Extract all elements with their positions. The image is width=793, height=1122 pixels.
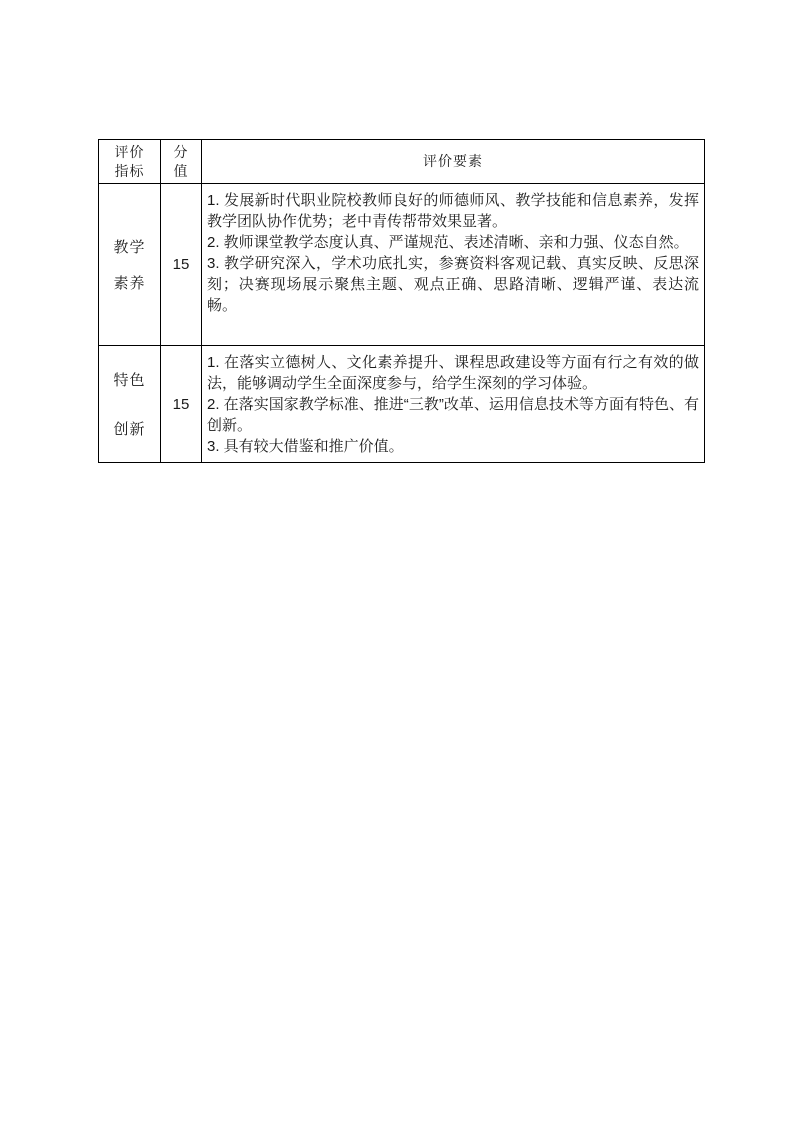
indicator-label: [99, 369, 160, 439]
header-score-line-2: 值: [173, 162, 189, 179]
score-value: 15: [161, 346, 202, 463]
indicator-line-2: 创新: [113, 421, 146, 438]
score-value: 15: [161, 184, 202, 346]
header-score: [161, 140, 202, 184]
indicator-label: [99, 236, 160, 293]
element-item: 1. 发展新时代职业院校教师良好的师德师风、教学技能和信息素养，发挥教学团队协作优势；老中青传帮带效果显著。: [207, 192, 699, 230]
element-item: 3. 具有较大借鉴和推广价值。: [207, 438, 404, 455]
indicator-cell: [99, 184, 161, 346]
header-evaluation-elements: 评价要素: [202, 140, 705, 184]
indicator-cell: [99, 346, 161, 463]
element-item: 2. 在落实国家教学标准、推进“三教”改革、运用信息技术等方面有特色、有创新。: [207, 396, 699, 434]
header-score-line-1: 分: [173, 143, 189, 160]
element-item: 1. 在落实立德树人、文化素养提升、课程思政建设等方面有行之有效的做法，能够调动学生全面深度参与，给学生深刻的学习体验。: [207, 354, 699, 392]
table-row-distinctive-innovation: [99, 346, 705, 463]
element-item: 2. 教师课堂教学态度认真、严谨规范、表述清晰、亲和力强、仪态自然。: [207, 234, 689, 251]
elements-cell: [202, 346, 705, 463]
elements-cell: [202, 184, 705, 346]
table-header-row: [99, 140, 705, 184]
indicator-line-2: 素养: [113, 275, 146, 292]
header-indicator-line-1: 评价: [114, 143, 145, 160]
header-evaluation-indicator: [99, 140, 161, 184]
indicator-line-1: 教学: [113, 239, 146, 256]
table-row-teaching-literacy: [99, 184, 705, 346]
indicator-line-1: 特色: [113, 372, 146, 389]
header-indicator-line-2: 指标: [114, 162, 145, 179]
element-item: 3. 教学研究深入，学术功底扎实，参赛资料客观记载、真实反映、反思深刻；决赛现场展示聚焦主题、观点正确、思路清晰、逻辑严谨、表达流畅。: [207, 255, 699, 314]
evaluation-criteria-table: [98, 139, 705, 463]
